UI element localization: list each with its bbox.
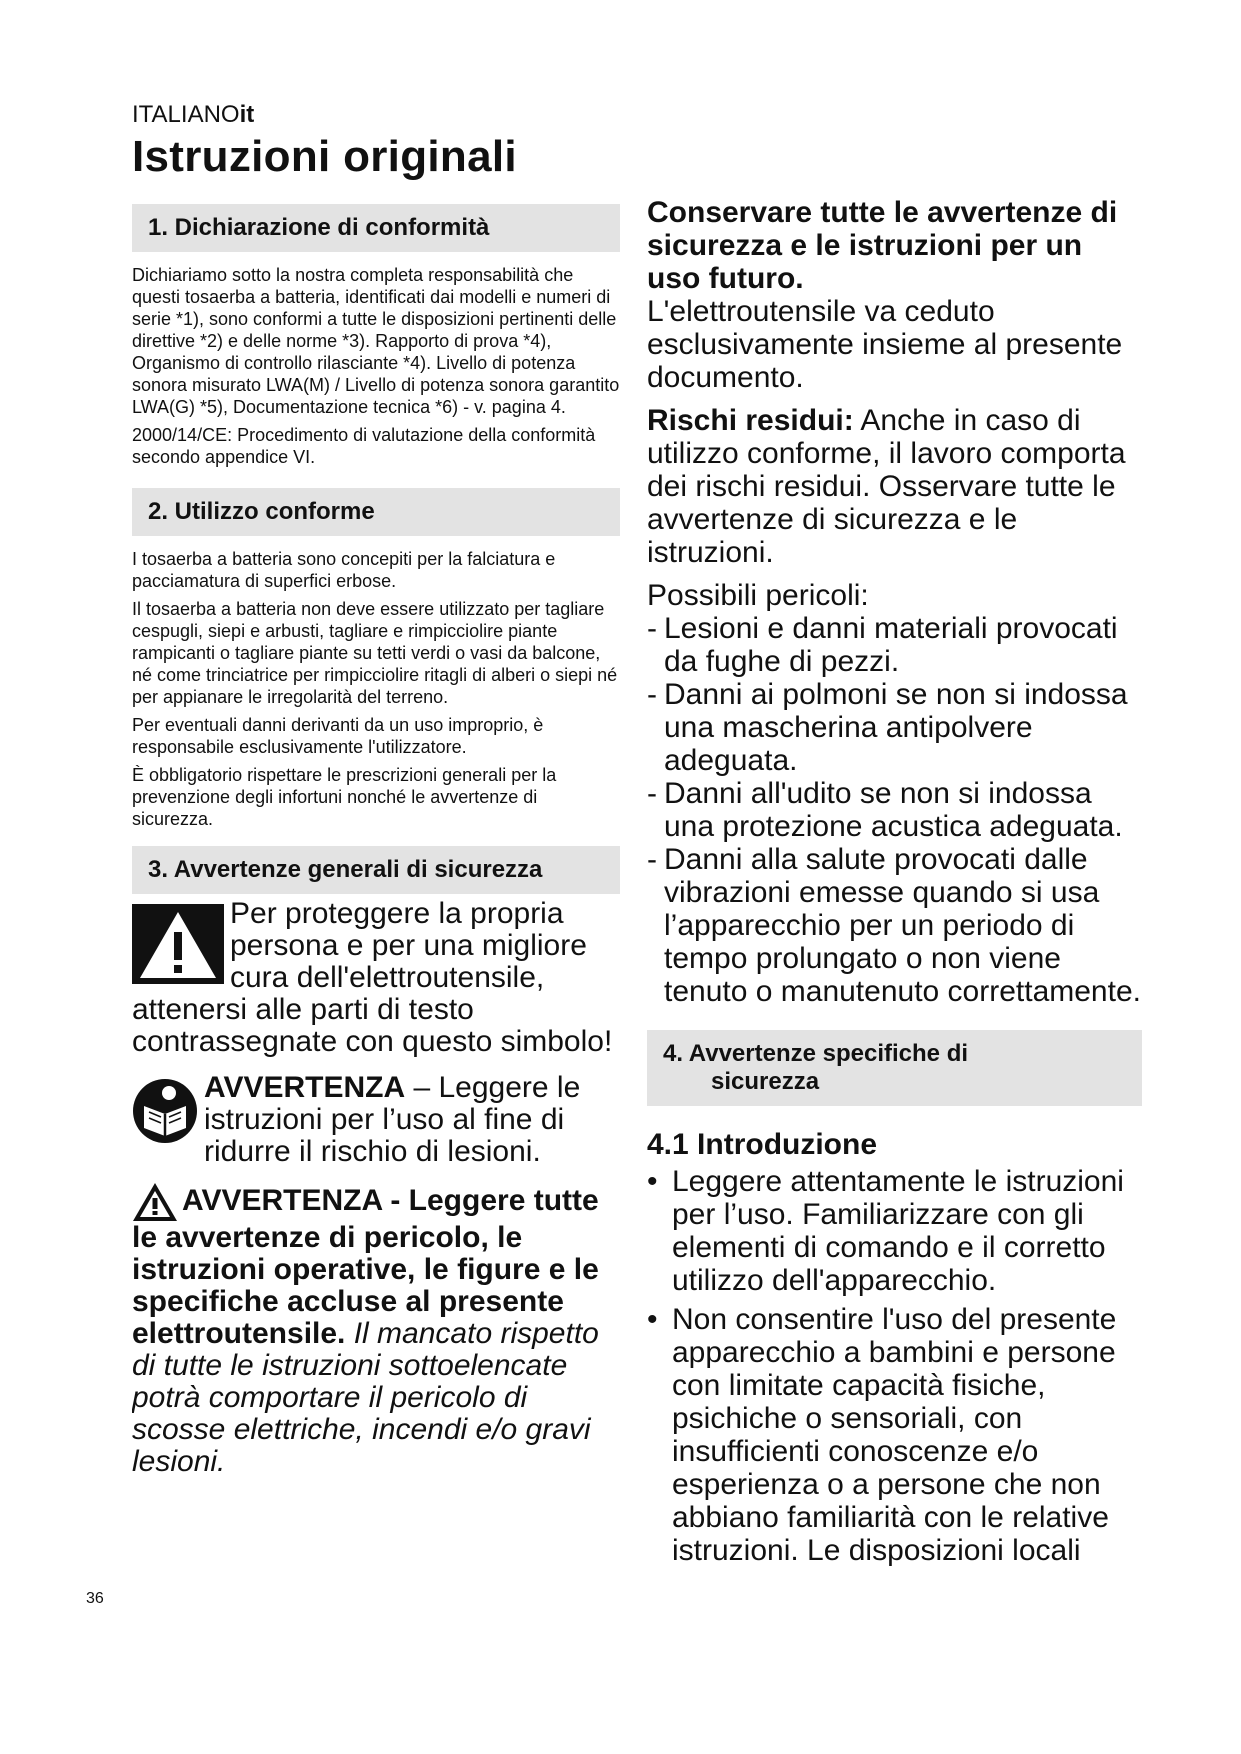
warning-triangle-icon (132, 904, 224, 984)
prohibited-use-text: Il tosaerba a batteria non deve essere utilizzato per tagliare cespugli, siepi e arbusti, tagliare e rimpicciolire piante rampicanti o tagliare piante su tetti verdi o vasi da balcone, né come trinciatrice per rimpicciolire ritagli di alberi o siepi né per appianare le irregolarità del terreno. (132, 599, 618, 707)
section-4-heading-line1: 4. Avvertenze specifiche di (663, 1040, 969, 1067)
warning-2-bold-text: AVVERTENZA - Leggere tutte le avvertenze di pericolo, le istruzioni operative, le figure e le specifiche accluse al presente elettroutensile. (132, 1183, 599, 1350)
list-item: - Lesioni e danni materiali provocati da fughe di pezzi. (647, 612, 1142, 678)
right-column (647, 196, 1142, 1567)
list-item: - Danni all'udito se non si indossa una protezione acustica adeguata. (647, 777, 1142, 843)
regulations-text: È obbligatorio rispettare le prescrizioni generali per la prevenzione degli infortuni nonché le avvertenze di sicurezza. (132, 765, 557, 829)
small-warning-icon (132, 1182, 178, 1222)
language-label (132, 101, 254, 129)
residual-risks-paragraph (647, 404, 1142, 569)
section-3-heading: 3. Avvertenze generali di sicurezza (132, 846, 620, 894)
warning-1-label: AVVERTENZA (204, 1072, 406, 1104)
introduction-list (647, 1165, 1142, 1567)
document-title: Istruzioni originali (132, 132, 517, 181)
residual-risks-label: Rischi residui: (647, 404, 854, 437)
read-manual-warning (132, 1072, 620, 1168)
symbol-note (132, 898, 620, 1058)
conformity-procedure-text: 2000/14/CE: Procedimento di valutazione della conformità secondo appendice VI. (132, 425, 596, 467)
dangers-list (647, 612, 1142, 1008)
list-item: • Leggere attentamente le istruzioni per l’uso. Familiarizzare con gli elementi di comando e il corretto utilizzo dell'apparecchio. (647, 1165, 1142, 1297)
section-4-heading (647, 1030, 1142, 1106)
residual-risks-text: Anche in caso di utilizzo conforme, il lavoro comporta dei rischi residui. Osservare tutte le avvertenze di sicurezza e le istruzioni. (647, 404, 1126, 569)
intended-use-text: I tosaerba a batteria sono concepiti per la falciatura e pacciamatura di superfici erbose. (132, 549, 556, 591)
language-name: ITALIANO (132, 101, 240, 128)
list-item: - Danni alla salute provocati dalle vibrazioni emesse quando si usa l’apparecchio per un periodo di tempo prolungato o non viene tenuto o manutenuto correttamente. (647, 843, 1142, 1008)
list-item: - Danni ai polmoni se non si indossa una mascherina antipolvere adeguata. (647, 678, 1142, 777)
liability-text: Per eventuali danni derivanti da un uso improprio, è responsabile esclusivamente l'utilizzatore. (132, 715, 544, 757)
keep-instructions-heading: Conservare tutte le avvertenze di sicurezza e le istruzioni per un uso futuro. (647, 196, 1118, 295)
section-2-body (132, 548, 620, 830)
left-column (132, 204, 620, 1478)
read-manual-icon (132, 1078, 198, 1144)
introduction-heading: 4.1 Introduzione (647, 1128, 878, 1161)
general-warning (132, 1182, 620, 1478)
section-1-body (132, 264, 620, 468)
page-number: 36 (86, 1590, 104, 1607)
warning-1-text: – Leggere le istruzioni per l’uso al fine di ridurre il rischio di lesioni. (204, 1072, 581, 1168)
list-item: • Non consentire l'uso del presente apparecchio a bambini e persone con limitate capacità fisiche, psichiche o sensoriali, con insufficienti conoscenze e/o esperienza o a persone che non abbiano familiarità con le relative istruzioni. Le disposizioni locali (647, 1303, 1142, 1567)
keep-instructions-text: L'elettroutensile va ceduto esclusivamente insieme al presente documento. (647, 295, 1123, 394)
section-4-heading-line2: sicurezza (711, 1068, 820, 1095)
possible-dangers-title: Possibili pericoli: (647, 579, 869, 612)
language-code: it (239, 101, 255, 128)
conformity-declaration-text: Dichiariamo sotto la nostra completa responsabilità che questi tosaerba a batteria, identificati dai modelli e numeri di serie *1), sono conformi a tutte le disposizioni pertinenti delle direttive *2) e delle norme *3). Rapporto di prova *4), Organismo di controllo rilasciante *4). Livello di potenza sonora misurato LWA(M) / Livello di potenza sonora garantito LWA(G) *5), Documentazione tecnica *6) - v. pagina 4. (132, 265, 620, 417)
section-2-heading: 2. Utilizzo conforme (132, 488, 620, 536)
warning-2-italic-text: Il mancato rispetto di tutte le istruzioni sottoelencate potrà comportare il pericolo di scosse elettriche, incendi e/o gravi lesioni. (132, 1317, 599, 1478)
symbol-note-text: Per proteggere la propria persona e per una migliore cura dell'elettroutensile, attenersi alle parti di testo contrassegnate con questo simbolo! (132, 898, 613, 1058)
section-1-heading: 1. Dichiarazione di conformità (132, 204, 620, 252)
